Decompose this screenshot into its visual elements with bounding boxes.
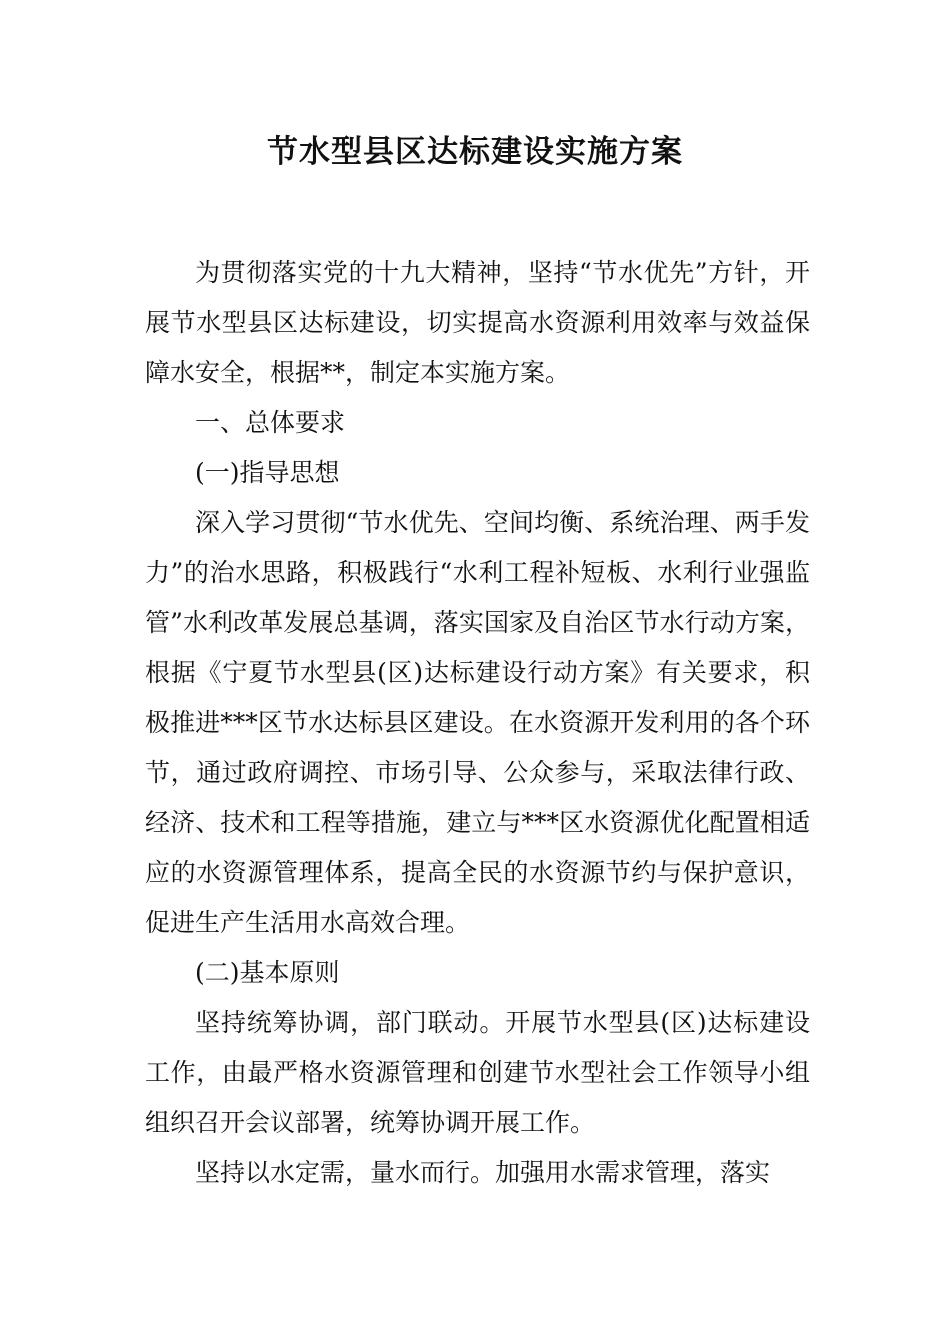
subsection-heading-guiding-ideology: (一)指导思想 (195, 458, 340, 487)
subsection-heading-basic-principles: (二)基本原则 (195, 958, 340, 987)
paragraph-principle-coordination: 坚持统筹协调，部门联动。开展节水型县(区)达标建设工作，由最严格水资源管理和创建节水型社会工作领导小组组织召开会议部署，统筹协调开展工作。 (145, 1008, 810, 1137)
paragraph-intro: 为贯彻落实党的十九大精神，坚持“节水优先”方针，开展节水型县区达标建设，切实提高水资源利用效率与效益保障水安全，根据**，制定本实施方案。 (145, 258, 810, 387)
document-title: 节水型县区达标建设实施方案 (267, 134, 683, 170)
document-body (145, 248, 810, 1198)
paragraph-guiding-ideology: 深入学习贯彻“节水优先、空间均衡、系统治理、两手发力”的治水思路，积极践行“水利工程补短板、水利行业强监管”水利改革发展总基调，落实国家及自治区节水行动方案，根据《宁夏节水型县(区)达标建设行动方案》有关要求，积极推进***区节水达标县区建设。在水资源开发利用的各个环节，通过政府调控、市场引导、公众参与，采取法律行政、经济、技术和工程等措施，建立与***区水资源优化配置相适应的水资源管理体系，提高全民的水资源节约与保护意识，促进生产生活用水高效合理。 (145, 508, 810, 937)
section-heading-general-requirements: 一、总体要求 (195, 408, 346, 437)
paragraph-principle-water-demand: 坚持以水定需，量水而行。加强用水需求管理，落实 (195, 1158, 771, 1187)
